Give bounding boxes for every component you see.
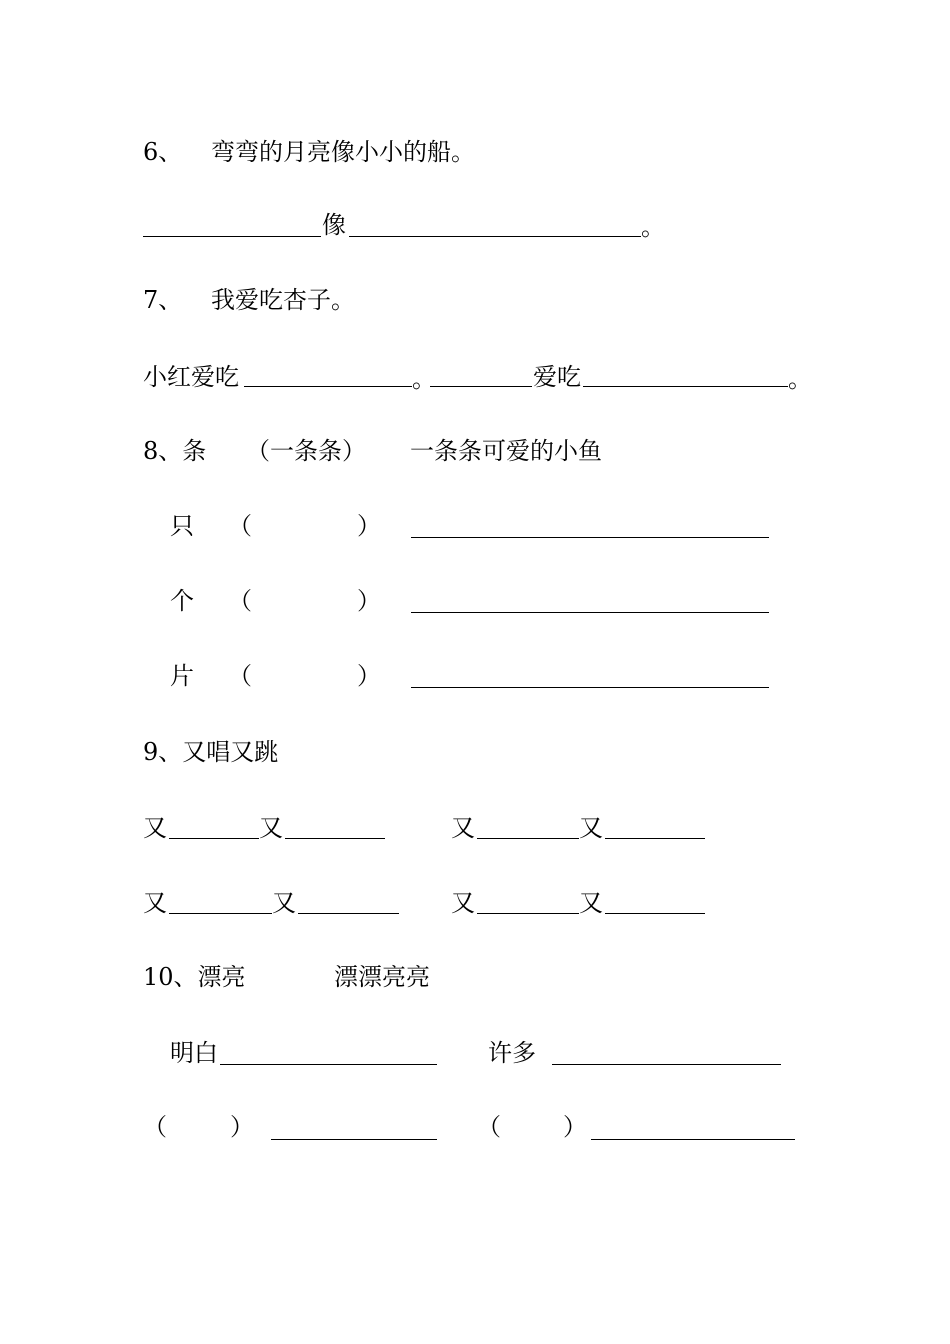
q9-you-char: 又 bbox=[451, 889, 475, 917]
q9-blank[interactable] bbox=[477, 913, 579, 914]
q7-mid-word: 爱吃 bbox=[533, 363, 581, 391]
q10-example: 漂漂亮亮 bbox=[334, 963, 430, 991]
q7-sentence: 我爱吃杏子。 bbox=[211, 286, 355, 314]
q8-row-open-paren: （ bbox=[228, 512, 252, 540]
q10-word-mingbai: 明白 bbox=[170, 1039, 218, 1067]
q7-blank-3[interactable] bbox=[583, 386, 788, 387]
q8-row-close-paren: ） bbox=[357, 512, 381, 540]
q10-blank[interactable] bbox=[220, 1064, 437, 1065]
q8-example-paren: （一条条） bbox=[246, 437, 366, 465]
q10-blank[interactable] bbox=[591, 1139, 795, 1140]
q6-blank-1[interactable] bbox=[143, 236, 321, 237]
q8-row-char: 只 bbox=[170, 512, 194, 540]
q10-close-paren: ） bbox=[563, 1113, 587, 1141]
q10-open-paren: （ bbox=[477, 1113, 501, 1141]
q7-blank-1[interactable] bbox=[244, 386, 412, 387]
q8-label: 8、条 bbox=[143, 437, 207, 465]
q6-word-xiang: 像 bbox=[322, 211, 346, 239]
q9-blank[interactable] bbox=[285, 838, 385, 839]
q7-blank-2[interactable] bbox=[430, 386, 532, 387]
q8-row-blank[interactable] bbox=[411, 687, 769, 688]
q8-row-open-paren: （ bbox=[228, 587, 252, 615]
q9-you-char: 又 bbox=[579, 814, 603, 842]
q8-example-phrase: 一条条可爱的小鱼 bbox=[410, 437, 602, 465]
q9-blank[interactable] bbox=[605, 838, 705, 839]
q10-word-xuduo: 许多 bbox=[488, 1039, 536, 1067]
q10-close-paren: ） bbox=[230, 1113, 254, 1141]
q10-open-paren: （ bbox=[143, 1113, 167, 1141]
q8-row-char: 个 bbox=[170, 587, 194, 615]
q8-row-close-paren: ） bbox=[357, 662, 381, 690]
q9-you-char: 又 bbox=[143, 889, 167, 917]
q8-row-open-paren: （ bbox=[228, 662, 252, 690]
q10-blank[interactable] bbox=[271, 1139, 437, 1140]
q9-you-char: 又 bbox=[259, 814, 283, 842]
q8-row-char: 片 bbox=[170, 662, 194, 690]
q7-prefix: 小红爱吃 bbox=[143, 363, 239, 391]
q9-label: 9、又唱又跳 bbox=[143, 738, 279, 766]
q8-row-close-paren: ） bbox=[357, 587, 381, 615]
q7-end-mark: 。 bbox=[788, 365, 812, 393]
q9-blank[interactable] bbox=[605, 913, 705, 914]
q9-blank[interactable] bbox=[298, 913, 399, 914]
q9-blank[interactable] bbox=[169, 838, 259, 839]
q9-blank[interactable] bbox=[477, 838, 579, 839]
q9-you-char: 又 bbox=[579, 889, 603, 917]
q7-number: 7、 bbox=[143, 286, 183, 314]
q9-you-char: 又 bbox=[143, 814, 167, 842]
q6-blank-2[interactable] bbox=[349, 236, 641, 237]
q8-row-blank[interactable] bbox=[411, 612, 769, 613]
q9-blank[interactable] bbox=[169, 913, 272, 914]
q6-sentence: 弯弯的月亮像小小的船。 bbox=[211, 138, 475, 166]
q6-number: 6、 bbox=[143, 138, 183, 166]
q6-end-mark: 。 bbox=[641, 213, 665, 241]
q9-you-char: 又 bbox=[451, 814, 475, 842]
q10-blank[interactable] bbox=[552, 1064, 781, 1065]
q9-you-char: 又 bbox=[272, 889, 296, 917]
q10-label: 10、漂亮 bbox=[143, 963, 246, 991]
q7-dot: 。 bbox=[412, 365, 436, 393]
q8-row-blank[interactable] bbox=[411, 537, 769, 538]
